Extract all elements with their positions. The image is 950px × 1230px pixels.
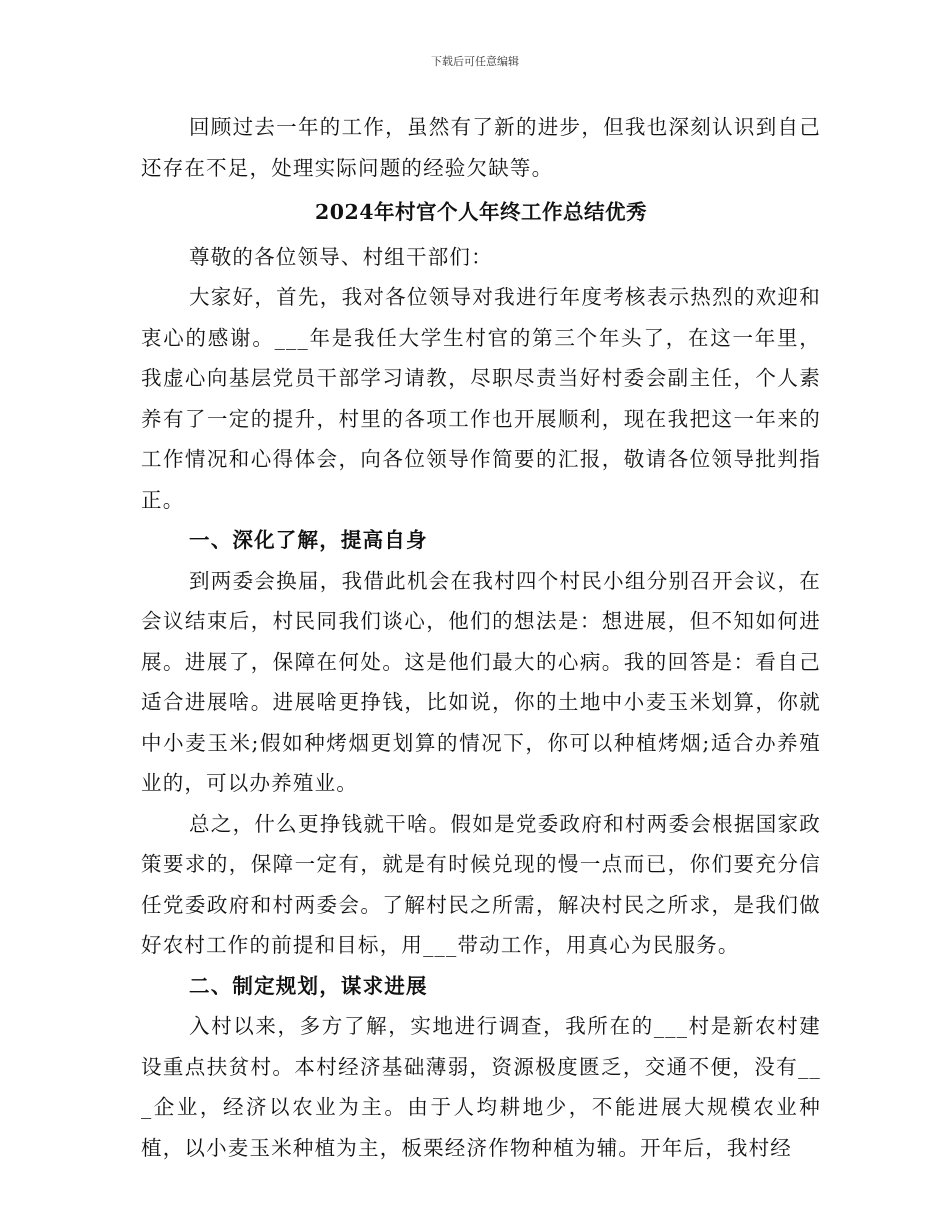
document-title: 2024年村官个人年终工作总结优秀 xyxy=(314,200,648,224)
section2-heading: 二、制定规划，谋求进展 xyxy=(189,973,428,998)
document-body xyxy=(141,107,821,1168)
section1-paragraph2: 总之，什么更挣钱就干啥。假如是党委政府和村两委会根据国家政策要求的，保障一定有，就是有时候兑现的慢一点而已，你们要充分信任党委政府和村两委会。了解村民之所需，解决村民之所求，是我们做好农村工作的前提和目标，用___带动工作，用真心为民服务。 xyxy=(141,811,821,957)
salutation: 尊敬的各位领导、村组干部们： xyxy=(189,244,493,269)
section1-paragraph1: 到两委会换届，我借此机会在我村四个村民小组分别召开会议，在会议结束后，村民同我们谈心，他们的想法是：想进展，但不知如何进展。进展了，保障在何处。这是他们最大的心病。我的回答是：看自己适合进展啥。进展啥更挣钱，比如说，你的土地中小麦玉米划算，你就中小麦玉米;假如种烤烟更划算的情况下，你可以种植烤烟;适合办养殖业的，可以办养殖业。 xyxy=(141,568,821,795)
section2-paragraph1: 入村以来，多方了解，实地进行调查，我所在的___村是新农村建设重点扶贫村。本村经济基础薄弱，资源极度匮乏，交通不便，没有___企业，经济以农业为主。由于人均耕地少，不能进展大规模农业种植，以小麦玉米种植为主，板栗经济作物种植为辅。开年后，我村经 xyxy=(141,1014,821,1160)
section1-heading: 一、深化了解，提高自身 xyxy=(189,528,428,552)
intro-paragraph: 回顾过去一年的工作，虽然有了新的进步，但我也深刻认识到自己还存在不足，处理实际问题的经验欠缺等。 xyxy=(141,115,821,180)
page-header: 下载后可任意编辑 xyxy=(431,55,519,68)
opening-paragraph: 大家好，首先，我对各位领导对我进行年度考核表示热烈的欢迎和衷心的感谢。___年是我任大学生村官的第三个年头了，在这一年里，我虚心向基层党员干部学习请教，尽职尽责当好村委会副主任，个人素养有了一定的提升，村里的各项工作也开展顺利，现在我把这一年来的工作情况和心得体会，向各位领导作简要的汇报，敬请各位领导批判指正。 xyxy=(141,285,821,512)
